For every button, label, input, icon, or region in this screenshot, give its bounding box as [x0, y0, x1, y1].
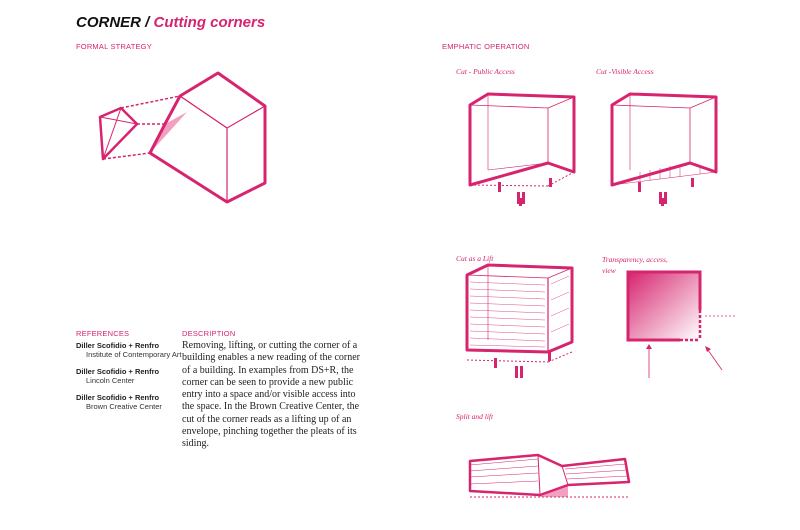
caption-cut-visible-access: Cut -Visible Access: [596, 67, 654, 76]
title-sub: Cutting corners: [153, 14, 266, 31]
caption-split-and-lift: Split and lift: [456, 412, 494, 421]
title-main: CORNER: [76, 14, 142, 31]
references-heading: REFERENCES: [76, 329, 130, 338]
formal-strategy-diagram: [100, 73, 265, 202]
diagram-transparency: [628, 272, 735, 378]
diagram-split-and-lift: [470, 455, 629, 497]
reference-item: [76, 367, 181, 385]
people-figures: [498, 178, 552, 206]
title-separator: /: [141, 14, 154, 31]
reference-project: Institute of Contemporary Art: [86, 350, 182, 359]
description-heading: DESCRIPTION: [182, 329, 236, 338]
reference-architect: Diller Scofidio + Renfro: [76, 393, 160, 402]
reference-item: [76, 341, 181, 359]
people-figures: [494, 352, 551, 378]
reference-item: [76, 393, 181, 411]
caption-transparency: Transparency, access, view: [602, 255, 668, 275]
diagram-cut-visible-access: [612, 94, 716, 185]
reference-architect: Diller Scofidio + Renfro: [76, 367, 160, 376]
emphatic-operation-heading: EMPHATIC OPERATION: [442, 42, 530, 51]
diagram-cut-public-access: [470, 94, 574, 186]
caption-cut-as-lift: Cut as a Lift: [456, 254, 494, 263]
reference-project: Lincoln Center: [86, 376, 135, 385]
people-figures: [638, 178, 694, 206]
diagram-cut-as-lift: [467, 265, 572, 362]
reference-architect: Diller Scofidio + Renfro: [76, 341, 160, 350]
caption-cut-public-access: Cut - Public Access: [456, 67, 515, 76]
reference-project: Brown Creative Center: [86, 402, 162, 411]
description-text: Removing, lifting, or cutting the corner of a building enables a new reading of the corner of a building. In examples from DS+R, the corner can be seen to provide a new public entry into a space and/or visible access into the space. In the Brown Creative Center, the cut of the corner reads as a lifting up of an envelope, pinching together the pleats of its siding.: [182, 340, 360, 450]
formal-strategy-heading: FORMAL STRATEGY: [76, 42, 152, 51]
references-list: [76, 341, 181, 419]
